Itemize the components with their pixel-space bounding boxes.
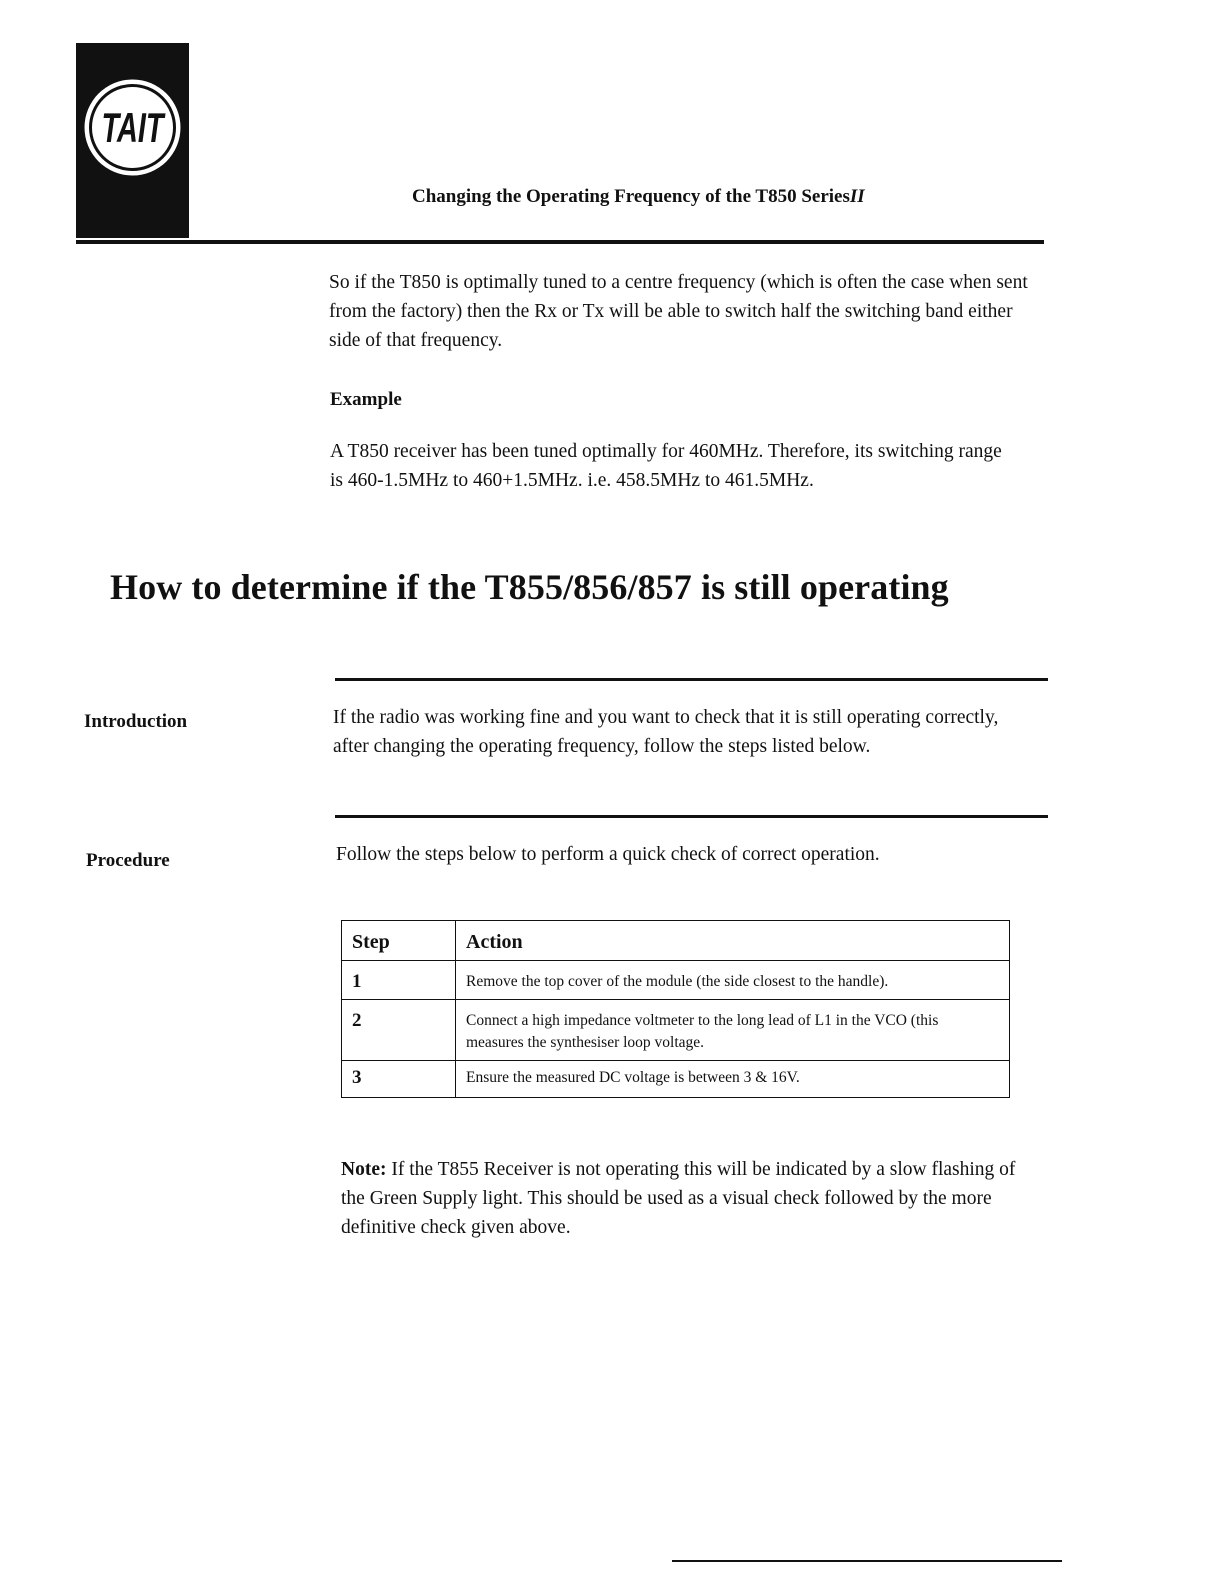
step-number: 3 [342, 1061, 456, 1098]
table-row [342, 961, 1010, 1000]
introduction-label: Introduction [84, 711, 188, 732]
footer-divider [672, 1560, 1062, 1562]
page-header-title [412, 186, 865, 208]
header-divider [76, 240, 1044, 244]
tait-logo-block [76, 43, 189, 238]
procedure-text: Follow the steps below to perform a quick check of correct operation. [336, 844, 880, 865]
header-title-suffix: II [849, 186, 865, 207]
procedure-label: Procedure [86, 850, 170, 871]
introduction-text: If the radio was working fine and you want to check that it is still operating correctly, after changing the operating frequency, follow the steps listed below. [333, 707, 999, 757]
table-row [342, 1000, 1010, 1061]
header-title-main: Changing the Operating Frequency of the T850 Series [412, 186, 850, 207]
procedure-divider [335, 815, 1048, 818]
tait-logo-icon [81, 76, 184, 179]
note-paragraph [341, 1155, 1041, 1242]
logo-text: TAIT [101, 104, 166, 151]
section-title: How to determine if the T855/856/857 is still operating [110, 567, 949, 607]
step-column-header: Step [342, 921, 456, 961]
steps-table [341, 920, 1010, 1098]
note-text: If the T855 Receiver is not operating this will be indicated by a slow flashing of the Green Supply light. This should be used as a visual check followed by the more definitive check given above. [341, 1159, 1016, 1238]
step-action: Connect a high impedance voltmeter to the long lead of L1 in the VCO (this measures the synthesiser loop voltage. [456, 1000, 1010, 1061]
action-column-header: Action [456, 921, 1010, 961]
example-heading: Example [330, 389, 402, 410]
step-action: Remove the top cover of the module (the side closest to the handle). [456, 961, 1010, 1000]
example-text: A T850 receiver has been tuned optimally for 460MHz. Therefore, its switching range is 460-1.5MHz to 460+1.5MHz. i.e. 458.5MHz to 461.5MHz. [330, 441, 1002, 491]
table-header-row [342, 921, 1010, 961]
intro-paragraph: So if the T850 is optimally tuned to a centre frequency (which is often the case when sent from the factory) then the Rx or Tx will be able to switch half the switching band either side of that frequency. [329, 272, 1028, 351]
step-number: 1 [342, 961, 456, 1000]
step-action: Ensure the measured DC voltage is between 3 & 16V. [456, 1061, 1010, 1098]
table-row [342, 1061, 1010, 1098]
note-label: Note: [341, 1159, 387, 1180]
introduction-divider [335, 678, 1048, 681]
step-number: 2 [342, 1000, 456, 1061]
